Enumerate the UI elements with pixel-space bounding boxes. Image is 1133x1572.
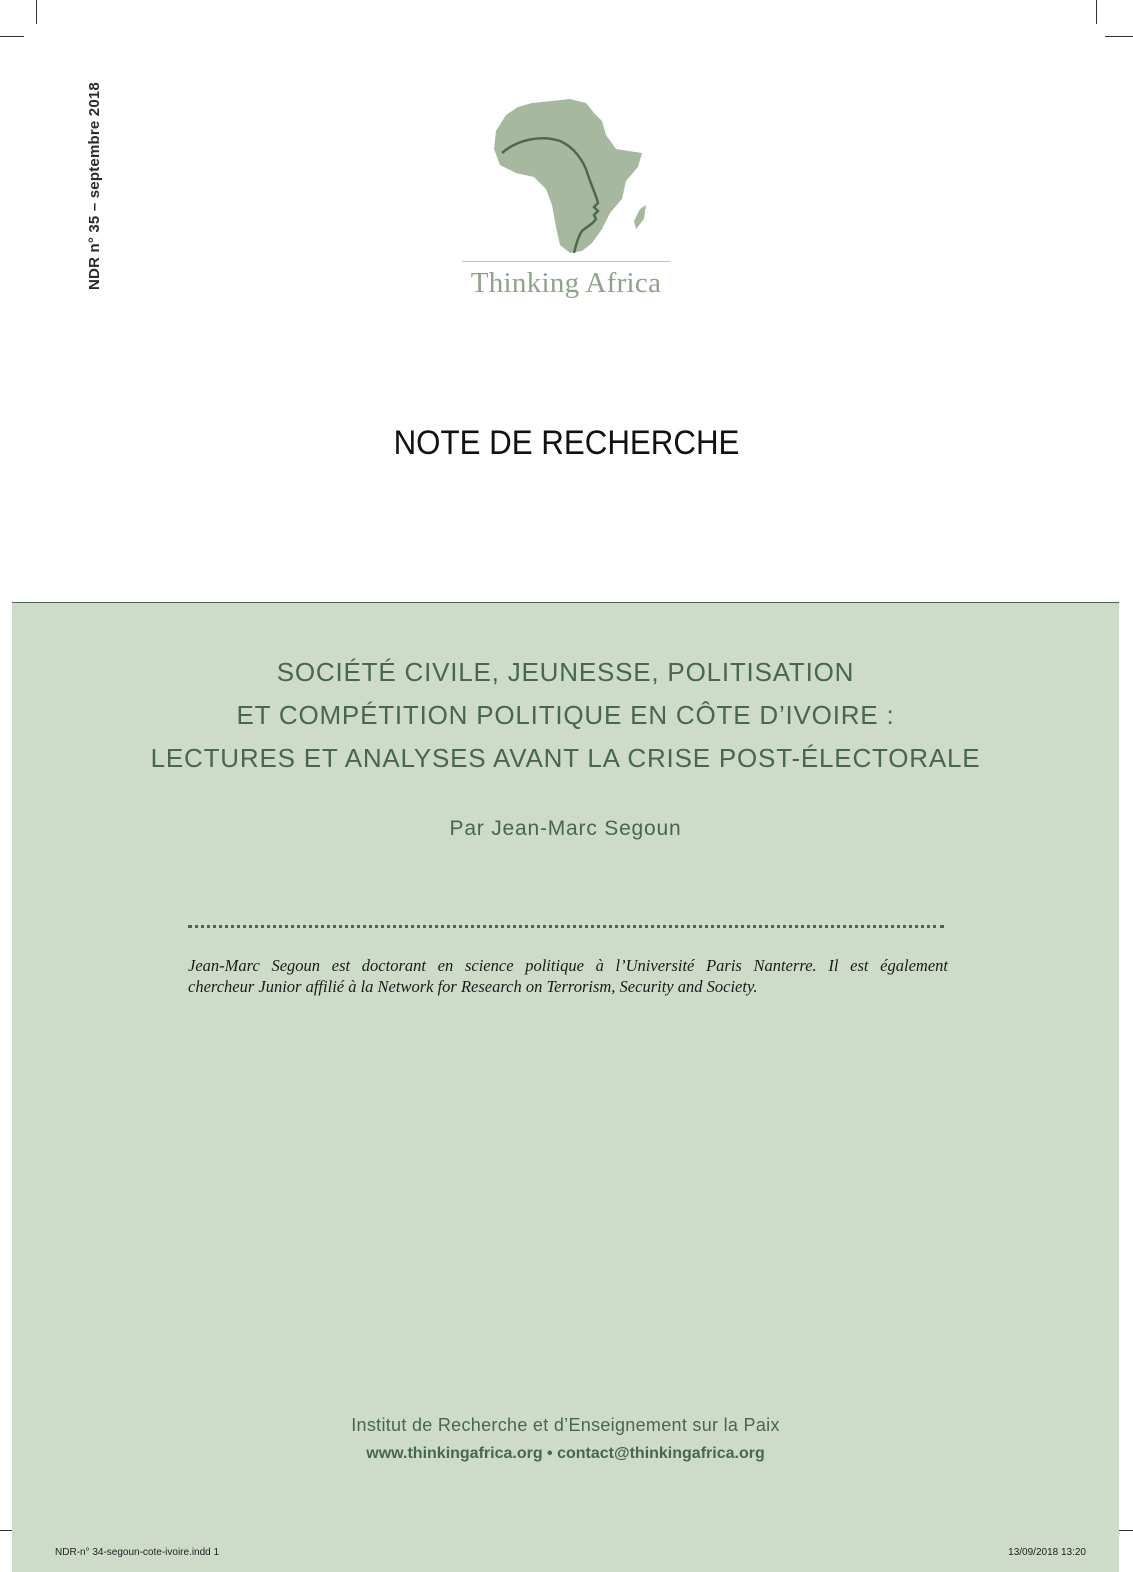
author-bio: [188, 955, 948, 997]
crop-mark-top-right-h: [1105, 36, 1133, 37]
logo-divider: [462, 261, 670, 262]
bio-line: Jean-Marc Segoun est doctorant en science politique à l’Université Paris Nanterre. Il est également: [188, 956, 948, 975]
title-line: ET COMPÉTITION POLITIQUE EN CÔTE D’IVOIRE :: [236, 700, 895, 730]
contact-links[interactable]: www.thinkingafrica.org • contact@thinkingafrica.org: [366, 1445, 765, 1462]
title-line: SOCIÉTÉ CIVILE, JEUNESSE, POLITISATION: [276, 657, 855, 687]
report-title: [12, 651, 1119, 780]
logo-wordmark: Thinking Africa: [470, 267, 662, 299]
dotted-divider: [188, 925, 944, 928]
crop-mark-top-left-v: [36, 0, 37, 24]
footer-timestamp: 13/09/2018 13:20: [1008, 1547, 1086, 1558]
footer-filename: NDR-n° 34-segoun-cote-ivoire.indd 1: [55, 1547, 220, 1558]
title-line: LECTURES ET ANALYSES AVANT LA CRISE POST-ÉLECTORALE: [150, 743, 981, 773]
bio-line: chercheur Junior affilié à la Network for Research on Terrorism, Security and Society.: [188, 977, 758, 996]
thinking-africa-logo: [462, 95, 670, 310]
author-byline: Par Jean-Marc Segoun: [449, 817, 682, 840]
cover-panel: [12, 602, 1119, 1572]
institute-name: Institut de Recherche et d’Enseignement sur la Paix: [351, 1415, 780, 1435]
crop-mark-top-left-h: [0, 36, 24, 37]
crop-mark-top-right-v: [1096, 0, 1097, 24]
issue-side-label: NDR n° 35 – septembre 2018: [86, 82, 103, 290]
africa-map-icon: [490, 95, 650, 255]
document-type-heading: NOTE DE RECHERCHE: [393, 424, 740, 462]
